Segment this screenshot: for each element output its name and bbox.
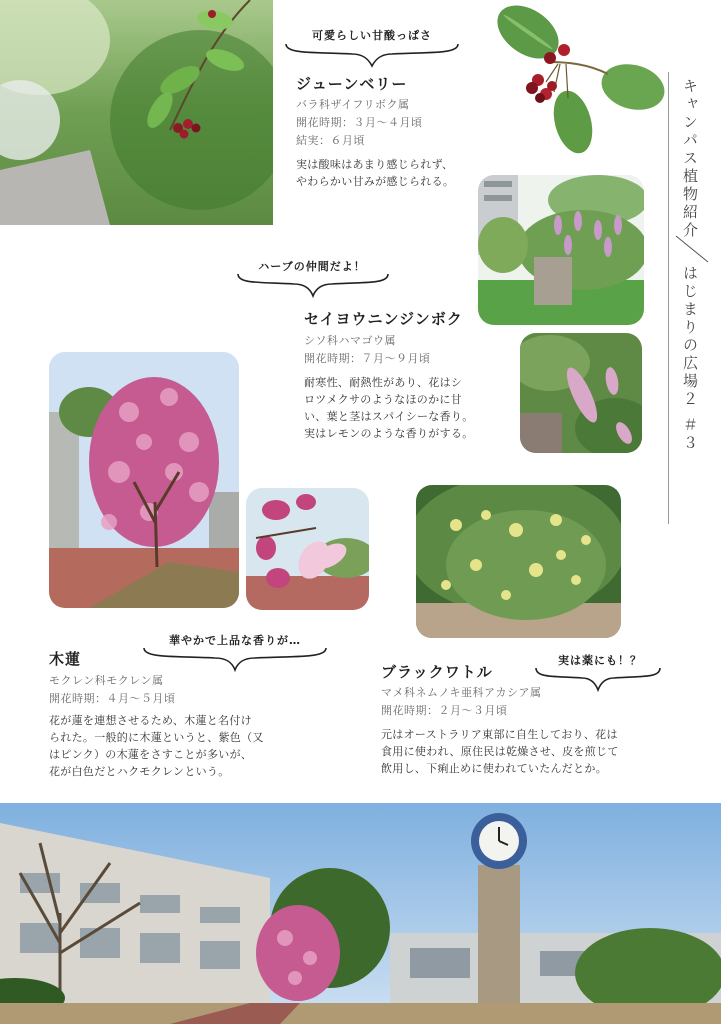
- black-wattle-family: マメ科ネムノキ亜科アカシア属: [381, 686, 542, 699]
- title-divider-slash: [672, 228, 712, 268]
- vitex-bush-photo: [478, 175, 644, 325]
- vitex-description: 耐寒性、耐熱性があり、花はシ ロツメクサのようなほのかに甘 い、葉と茎はスパイシーな香り。 実はレモンのような香りがする。: [304, 376, 474, 440]
- magnolia-bloom: 開花時期：４月〜５月頃: [49, 692, 176, 705]
- black-wattle-bloom: 開花時期：２月〜３月頃: [381, 704, 508, 717]
- juneberry-branch-photo: [0, 0, 273, 225]
- juneberry-bloom: 開花時期：３月〜４月頃: [296, 116, 423, 129]
- magnolia-tree-photo: [49, 352, 239, 608]
- black-wattle-description: 元はオーストラリア東部に自生しており、花は 食用に使われ、原住民は乾燥させ、皮を煎じて 飲用し、下痢止めに使われていたんだとか。: [381, 728, 619, 775]
- vertical-title: キャンパス植物紹介: [681, 78, 699, 240]
- vitex-family: シソ科ハマゴウ属: [304, 334, 396, 347]
- juneberry-tagline: 可愛らしい甘酸っぱさ: [312, 29, 432, 42]
- magnolia-tagline: 華やかで上品な香りが…: [169, 634, 301, 647]
- juneberry-name: ジューンベリー: [296, 75, 408, 93]
- magnolia-tagline-bracket: [140, 644, 330, 674]
- campus-panorama-photo: [0, 803, 721, 1024]
- vitex-bloom: 開花時期：７月〜９月頃: [304, 352, 431, 365]
- vitex-tagline: ハーブの仲間だよ！: [258, 260, 366, 273]
- juneberry-family: バラ科ザイフリボク属: [296, 98, 410, 111]
- juneberry-fruit: 結実：６月頃: [296, 134, 365, 147]
- vitex-tagline-bracket: [234, 270, 392, 300]
- black-wattle-tagline-bracket: [532, 664, 664, 694]
- vitex-flower-photo: [520, 333, 642, 453]
- magnolia-name: 木蓮: [49, 650, 82, 668]
- black-wattle-name: ブラックワトル: [381, 663, 493, 681]
- juneberry-description: 実は酸味はあまり感じられず、 やわらかい甘みが感じられる。: [296, 158, 455, 188]
- black-wattle-tagline: 実は薬にも！？: [558, 654, 642, 667]
- vertical-subtitle: はじまりの広場２ ＃３: [681, 265, 699, 453]
- vitex-name: セイヨウニンジンボク: [304, 310, 463, 328]
- magnolia-family: モクレン科モクレン属: [49, 674, 164, 687]
- vertical-rule: [668, 72, 669, 524]
- magnolia-flower-photo: [246, 488, 369, 610]
- juneberry-tagline-bracket: [282, 40, 462, 70]
- black-wattle-photo: [416, 485, 621, 638]
- juneberry-sprig-illustration: [488, 2, 668, 160]
- magnolia-description: 花が蓮を連想させるため、木蓮と名付け られた。一般的に木蓮というと、紫色（又 はピンク）の木蓮をさすことが多いが、 花が白色だとハクモクレンという。: [49, 714, 264, 778]
